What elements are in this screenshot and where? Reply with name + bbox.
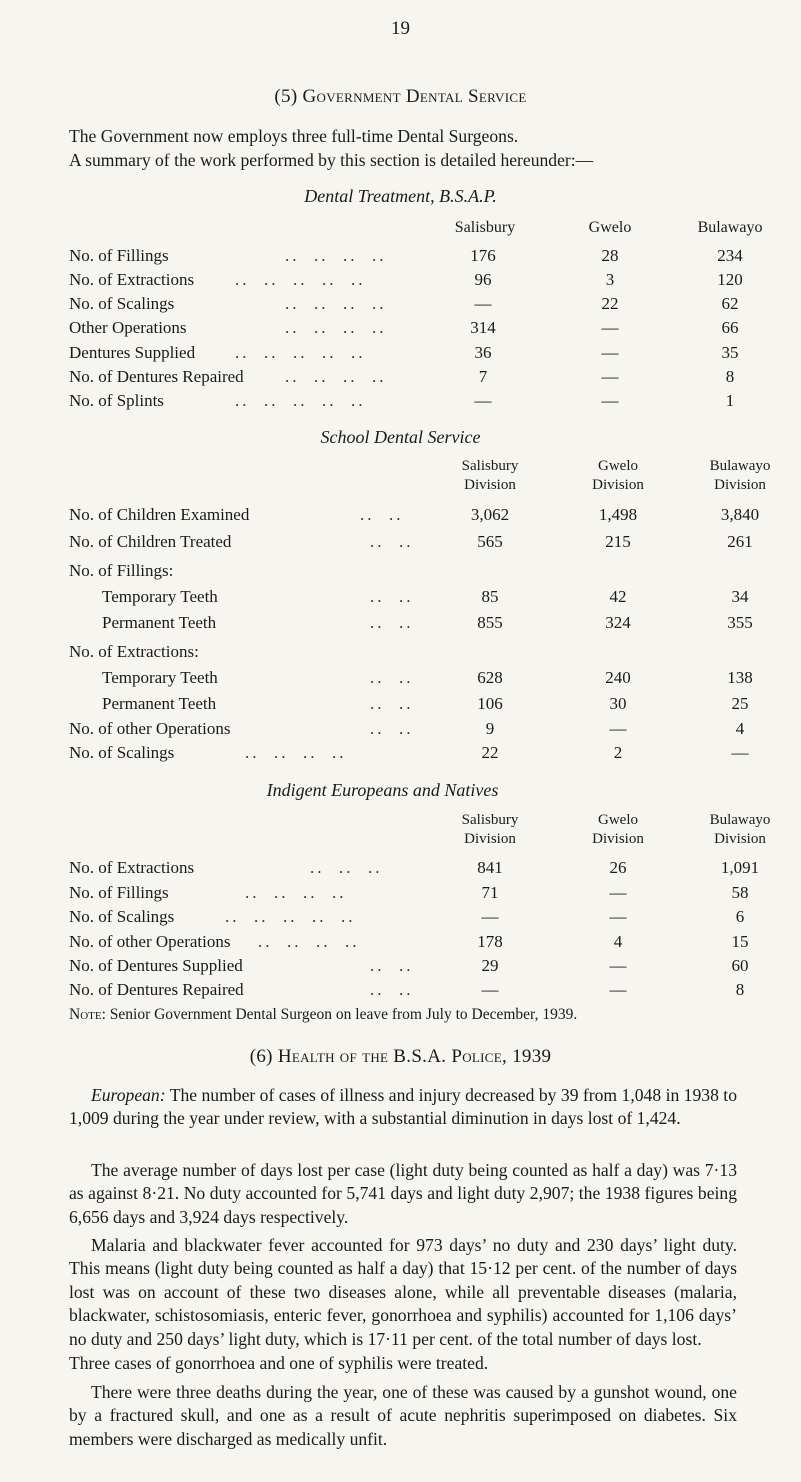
cell: 841 [477, 858, 503, 877]
column-header: Salisbury [454, 219, 516, 236]
table-row: Temporary Teeth .. .. 628 240 138 [0, 668, 801, 694]
row-label: No. of other Operations [69, 719, 231, 738]
table-row: No. of Scalings .. .. .. .. .. — — 6 [0, 907, 801, 933]
paragraph-text: The number of cases of illness and injury decreased by 39 from 1,048 in 1938 to 1,009 during the year under review, with a substantial diminution in days lost of 1,424. [69, 1085, 737, 1129]
cell: — [481, 907, 499, 926]
cell: 138 [727, 668, 753, 687]
column-header-line2: Division [714, 831, 766, 847]
table-row: No. of Children Examined .. .. 3,062 1,498 3,840 [0, 505, 801, 531]
row-label: No. of Children Treated [69, 532, 232, 551]
column-header-line1: Bulawayo [709, 812, 771, 828]
cell: 15 [731, 932, 749, 951]
cell: 106 [477, 694, 503, 713]
cell: 3,840 [720, 505, 760, 524]
section-6-heading [0, 1046, 801, 1068]
section-6-number: (6) [249, 1046, 273, 1067]
cell: 6 [735, 907, 745, 926]
cell: 120 [717, 270, 743, 289]
cell: 35 [721, 343, 739, 362]
cell: — [609, 980, 627, 999]
column-header [435, 457, 545, 495]
cell: 314 [470, 318, 496, 337]
row-label: No. of Dentures Supplied [69, 956, 243, 975]
cell: 7 [478, 367, 488, 386]
cell: 26 [609, 858, 627, 877]
cell: 565 [477, 532, 503, 551]
table-2-title: School Dental Service [320, 427, 481, 447]
row-label: No. of Fillings [69, 246, 169, 265]
cell: 355 [727, 613, 753, 632]
page-number: 19 [391, 18, 410, 39]
cell: 2 [613, 743, 623, 762]
row-label: No. of Fillings [69, 883, 169, 902]
table-row [0, 561, 801, 587]
cell: 176 [470, 246, 496, 265]
section-6-paragraph-5: There were three deaths during the year, one of these was caused by a gunshot wound, one by a fractured skull, and one as a result of acute nephritis superimposed on diabetes. Six members were discharged as medically unfit. [69, 1382, 737, 1449]
section-6-paragraph-4: Three cases of gonorrhoea and one of syphilis were treated. [69, 1353, 489, 1373]
cell: 261 [727, 532, 753, 551]
cell: 4 [613, 932, 623, 951]
cell: 324 [605, 613, 631, 632]
row-label: Permanent Teeth [102, 694, 217, 713]
row-label: No. of Scalings [69, 294, 175, 313]
row-label: No. of Splints [69, 391, 164, 410]
cell: 8 [735, 980, 745, 999]
table-1-title: Dental Treatment, B.S.A.P. [304, 186, 497, 206]
row-label: No. of Children Examined [69, 505, 250, 524]
cell: — [474, 391, 492, 410]
column-header: Bulawayo [697, 219, 763, 236]
section-6-title: Health of the B.S.A. Police, 1939 [277, 1046, 552, 1067]
table-3-title: Indigent Europeans and Natives [266, 780, 499, 800]
cell: — [609, 956, 627, 975]
row-label: Temporary Teeth [102, 587, 218, 606]
table-row: No. of Dentures Supplied .. .. 29 — 60 [0, 956, 801, 982]
row-label: No. of Extractions [69, 858, 195, 877]
section-5-intro-1: The Government now employs three full-time Dental Surgeons. [69, 126, 519, 146]
row-label: No. of other Operations [69, 932, 231, 951]
cell: — [474, 294, 492, 313]
cell: 29 [481, 956, 499, 975]
column-header [563, 811, 673, 849]
table-row: Permanent Teeth .. .. 855 324 355 [0, 613, 801, 639]
column-header [563, 457, 673, 495]
cell: 22 [601, 294, 619, 313]
cell: 60 [731, 956, 749, 975]
table-row: No. of Fillings .. .. .. .. 176 28 234 [0, 246, 801, 272]
table-row: No. of Dentures Repaired .. .. — — 8 [0, 980, 801, 1006]
cell: 855 [477, 613, 503, 632]
cell: 9 [485, 719, 495, 738]
table-row: No. of other Operations .. .. .. .. 178 4 15 [0, 932, 801, 958]
cell: 36 [474, 343, 492, 362]
table-row: No. of Extractions .. .. .. 841 26 1,091 [0, 858, 801, 884]
table-row [0, 642, 801, 668]
cell: 8 [725, 367, 735, 386]
cell: 62 [721, 294, 739, 313]
cell: 25 [731, 694, 749, 713]
column-header-line1: Gwelo [598, 812, 638, 828]
cell: — [601, 343, 619, 362]
section-6-paragraph-1 [69, 1084, 737, 1131]
section-5-intro-2: A summary of the work performed by this section is detailed hereunder:— [69, 150, 594, 170]
table-row: Dentures Supplied .. .. .. .. .. 36 — 35 [0, 343, 801, 369]
section-6-paragraph-3: Malaria and blackwater fever accounted for 973 days’ no duty and 230 days’ light duty. This means (light duty being counted as half a day) that 15·12 per cent. of the number of days lost was on account of these two diseases alone, while all preventable diseases (malaria, blackwater, schistosomiasis, enteric fever, gonorrhoea and syphilis) accounted for 1,106 days’ no duty and 250 days’ light duty, which is 17·11 per cent. of the total number of days lost. [69, 1235, 737, 1349]
table-row: No. of Dentures Repaired .. .. .. .. 7 — 8 [0, 367, 801, 393]
table-row: No. of Scalings .. .. .. .. — 22 62 [0, 294, 801, 320]
cell: 28 [601, 246, 619, 265]
row-label: Dentures Supplied [69, 343, 196, 362]
table-row: No. of Scalings .. .. .. .. 22 2 — [0, 743, 801, 769]
cell: 71 [481, 883, 499, 902]
cell: 628 [477, 668, 503, 687]
table-row: No. of other Operations .. .. 9 — 4 [0, 719, 801, 745]
section-5-number: (5) [274, 86, 298, 107]
column-header-line2: Division [464, 477, 516, 493]
cell: — [601, 391, 619, 410]
cell: 234 [717, 246, 743, 265]
table-1-header [0, 219, 801, 245]
table-row: No. of Children Treated .. .. 565 215 261 [0, 532, 801, 558]
section-5-heading [0, 86, 801, 108]
row-label: No. of Dentures Repaired [69, 367, 244, 386]
column-header-line1: Salisbury [461, 458, 519, 474]
column-header-line1: Bulawayo [709, 458, 771, 474]
cell: — [609, 719, 627, 738]
cell: 178 [477, 932, 503, 951]
section-6-paragraph-2: The average number of days lost per case (light duty being counted as half a day) was 7·13 as against 8·21. No duty accounted for 5,741 days and light duty 2,907; the 1938 figures being 6,656 days and 3,924 days respectively. [69, 1160, 737, 1227]
row-label: No. of Fillings: [69, 561, 174, 580]
cell: 96 [474, 270, 492, 289]
cell: 58 [731, 883, 749, 902]
column-header-line1: Salisbury [461, 812, 519, 828]
table-row: Permanent Teeth .. .. 106 30 25 [0, 694, 801, 720]
paragraph-lead: European: [91, 1085, 166, 1105]
cell: 1 [725, 391, 735, 410]
cell: 22 [481, 743, 499, 762]
cell: 66 [721, 318, 739, 337]
column-header-line1: Gwelo [598, 458, 638, 474]
table-row: No. of Fillings .. .. .. .. 71 — 58 [0, 883, 801, 909]
row-label: No. of Dentures Repaired [69, 980, 244, 999]
row-label: No. of Extractions [69, 270, 195, 289]
cell: 3 [605, 270, 615, 289]
section-5-title: Government Dental Service [302, 86, 527, 107]
table-3-note [69, 1006, 769, 1024]
cell: — [731, 743, 749, 762]
row-label: No. of Scalings [69, 907, 175, 926]
table-row: Other Operations .. .. .. .. 314 — 66 [0, 318, 801, 344]
note-text: Senior Government Dental Surgeon on leave from July to December, 1939. [109, 1006, 578, 1023]
column-header [685, 811, 795, 849]
row-label: No. of Scalings [69, 743, 175, 762]
row-label: Permanent Teeth [102, 613, 217, 632]
cell: 215 [605, 532, 631, 551]
cell: 85 [481, 587, 499, 606]
cell: 1,091 [720, 858, 760, 877]
column-header: Gwelo [588, 219, 632, 236]
column-header [685, 457, 795, 495]
table-row: No. of Extractions .. .. .. .. .. 96 3 120 [0, 270, 801, 296]
column-header-line2: Division [714, 477, 766, 493]
column-header-line2: Division [464, 831, 516, 847]
cell: — [481, 980, 499, 999]
column-header-line2: Division [592, 831, 644, 847]
column-header [435, 811, 545, 849]
cell: 34 [731, 587, 749, 606]
table-row: No. of Splints .. .. .. .. .. — — 1 [0, 391, 801, 417]
cell: 4 [735, 719, 745, 738]
cell: — [601, 367, 619, 386]
cell: 42 [609, 587, 627, 606]
row-label: Other Operations [69, 318, 187, 337]
table-row: Temporary Teeth .. .. 85 42 34 [0, 587, 801, 613]
cell: — [601, 318, 619, 337]
row-label: No. of Extractions: [69, 642, 199, 661]
row-label: Temporary Teeth [102, 668, 218, 687]
cell: — [609, 883, 627, 902]
column-header-line2: Division [592, 477, 644, 493]
cell: 240 [605, 668, 631, 687]
cell: 1,498 [598, 505, 638, 524]
cell: 30 [609, 694, 627, 713]
cell: — [609, 907, 627, 926]
note-label: Note: [69, 1006, 106, 1023]
cell: 3,062 [470, 505, 510, 524]
